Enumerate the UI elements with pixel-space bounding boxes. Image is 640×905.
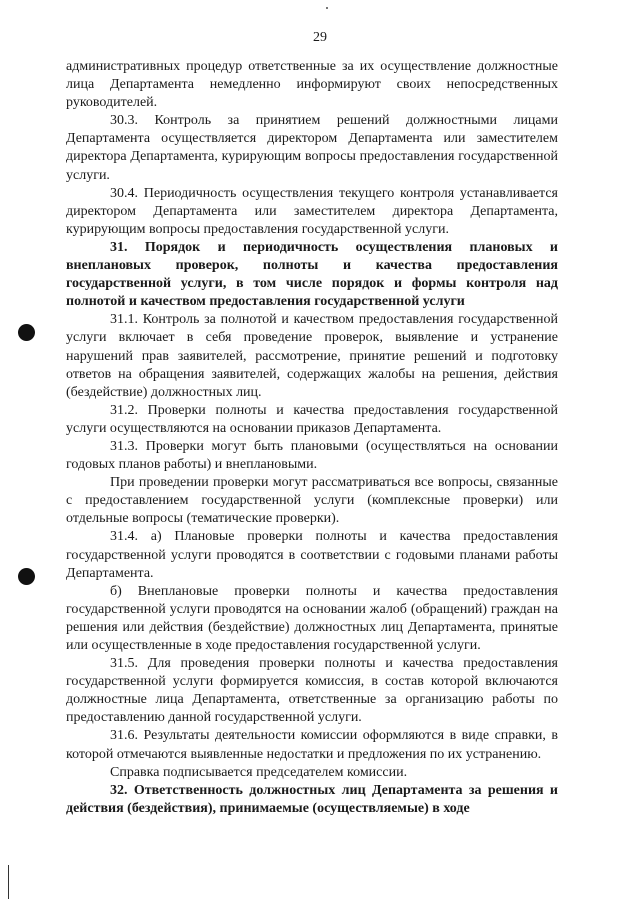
section-heading: 31. Порядок и периодичность осуществления плановых и внеплановых проверок, полноты и качества предоставления государственной услуги, в том числе порядок и формы контроля над полнотой и качеством предоставления государственной услуги <box>66 239 558 310</box>
body-paragraph: При проведении проверки могут рассматриваться все вопросы, связанные с предоставлением государственной услуги (комплексные проверки) или отдельные вопросы (тематические проверки). <box>66 475 558 527</box>
body-paragraph: 31.5. Для проведения проверки полноты и качества предоставления государственной услуги формируется комиссия, в состав которой включаются должностные лица Департамента, ответственные за организацию работы по предоставлению данной государственной услуги. <box>66 656 558 726</box>
body-paragraph: б) Внеплановые проверки полноты и качества предоставления государственной услуги проводятся на основании жалоб (обращений) граждан на решения или действия (бездействие) должностных лиц Департамента, принятые или осуществленные в ходе предоставления государственной услуги. <box>66 583 558 653</box>
body-paragraph: Справка подписывается председателем комиссии. <box>110 764 408 780</box>
body-paragraph: 31.4. а) Плановые проверки полноты и качества предоставления государственной услуги проводятся в соответствии с годовыми планами работы Департамента. <box>66 529 558 581</box>
document-body <box>66 58 558 818</box>
body-paragraph: 31.6. Результаты деятельности комиссии оформляются в виде справки, в которой отмечаются выявленные недостатки и предложения по их устранению. <box>66 728 558 762</box>
body-paragraph: 31.3. Проверки могут быть плановыми (осуществляться на основании годовых планов работы) и внеплановыми. <box>66 438 558 473</box>
scan-speck <box>326 7 328 9</box>
body-paragraph: административных процедур ответственные за их осуществление должностные лица Департамента немедленно информируют своих непосредственных руководителей. <box>66 59 558 111</box>
page-number: 29 <box>313 30 327 45</box>
body-paragraph: 30.3. Контроль за принятием решений должностными лицами Департамента осуществляется директором Департамента или заместителем директора Департамента, курирующим вопросы предоставления государственной услуги. <box>66 113 558 183</box>
body-paragraph: 31.1. Контроль за полнотой и качеством предоставления государственной услуги включает в себя проведение проверок, выявление и устранение нарушений прав заявителей, рассмотрение, принятие решений и подготовку ответов на обращения заявителей, содержащих жалобы на решения, действия (бездействие) должностных лиц. <box>66 312 558 400</box>
scan-edge-line <box>8 865 9 899</box>
punch-hole-bottom <box>18 568 35 585</box>
body-paragraph: 30.4. Периодичность осуществления текущего контроля устанавливается директором Департамента или заместителем директора Департамента, курирующим вопросы предоставления государственной услуги. <box>66 185 558 237</box>
punch-hole-top <box>18 324 35 341</box>
section-heading: 32. Ответственность должностных лиц Департамента за решения и действия (бездействия), принимаемые (осуществляемые) в ходе <box>66 782 558 816</box>
body-paragraph: 31.2. Проверки полноты и качества предоставления государственной услуги осуществляются на основании приказов Департамента. <box>66 402 558 436</box>
